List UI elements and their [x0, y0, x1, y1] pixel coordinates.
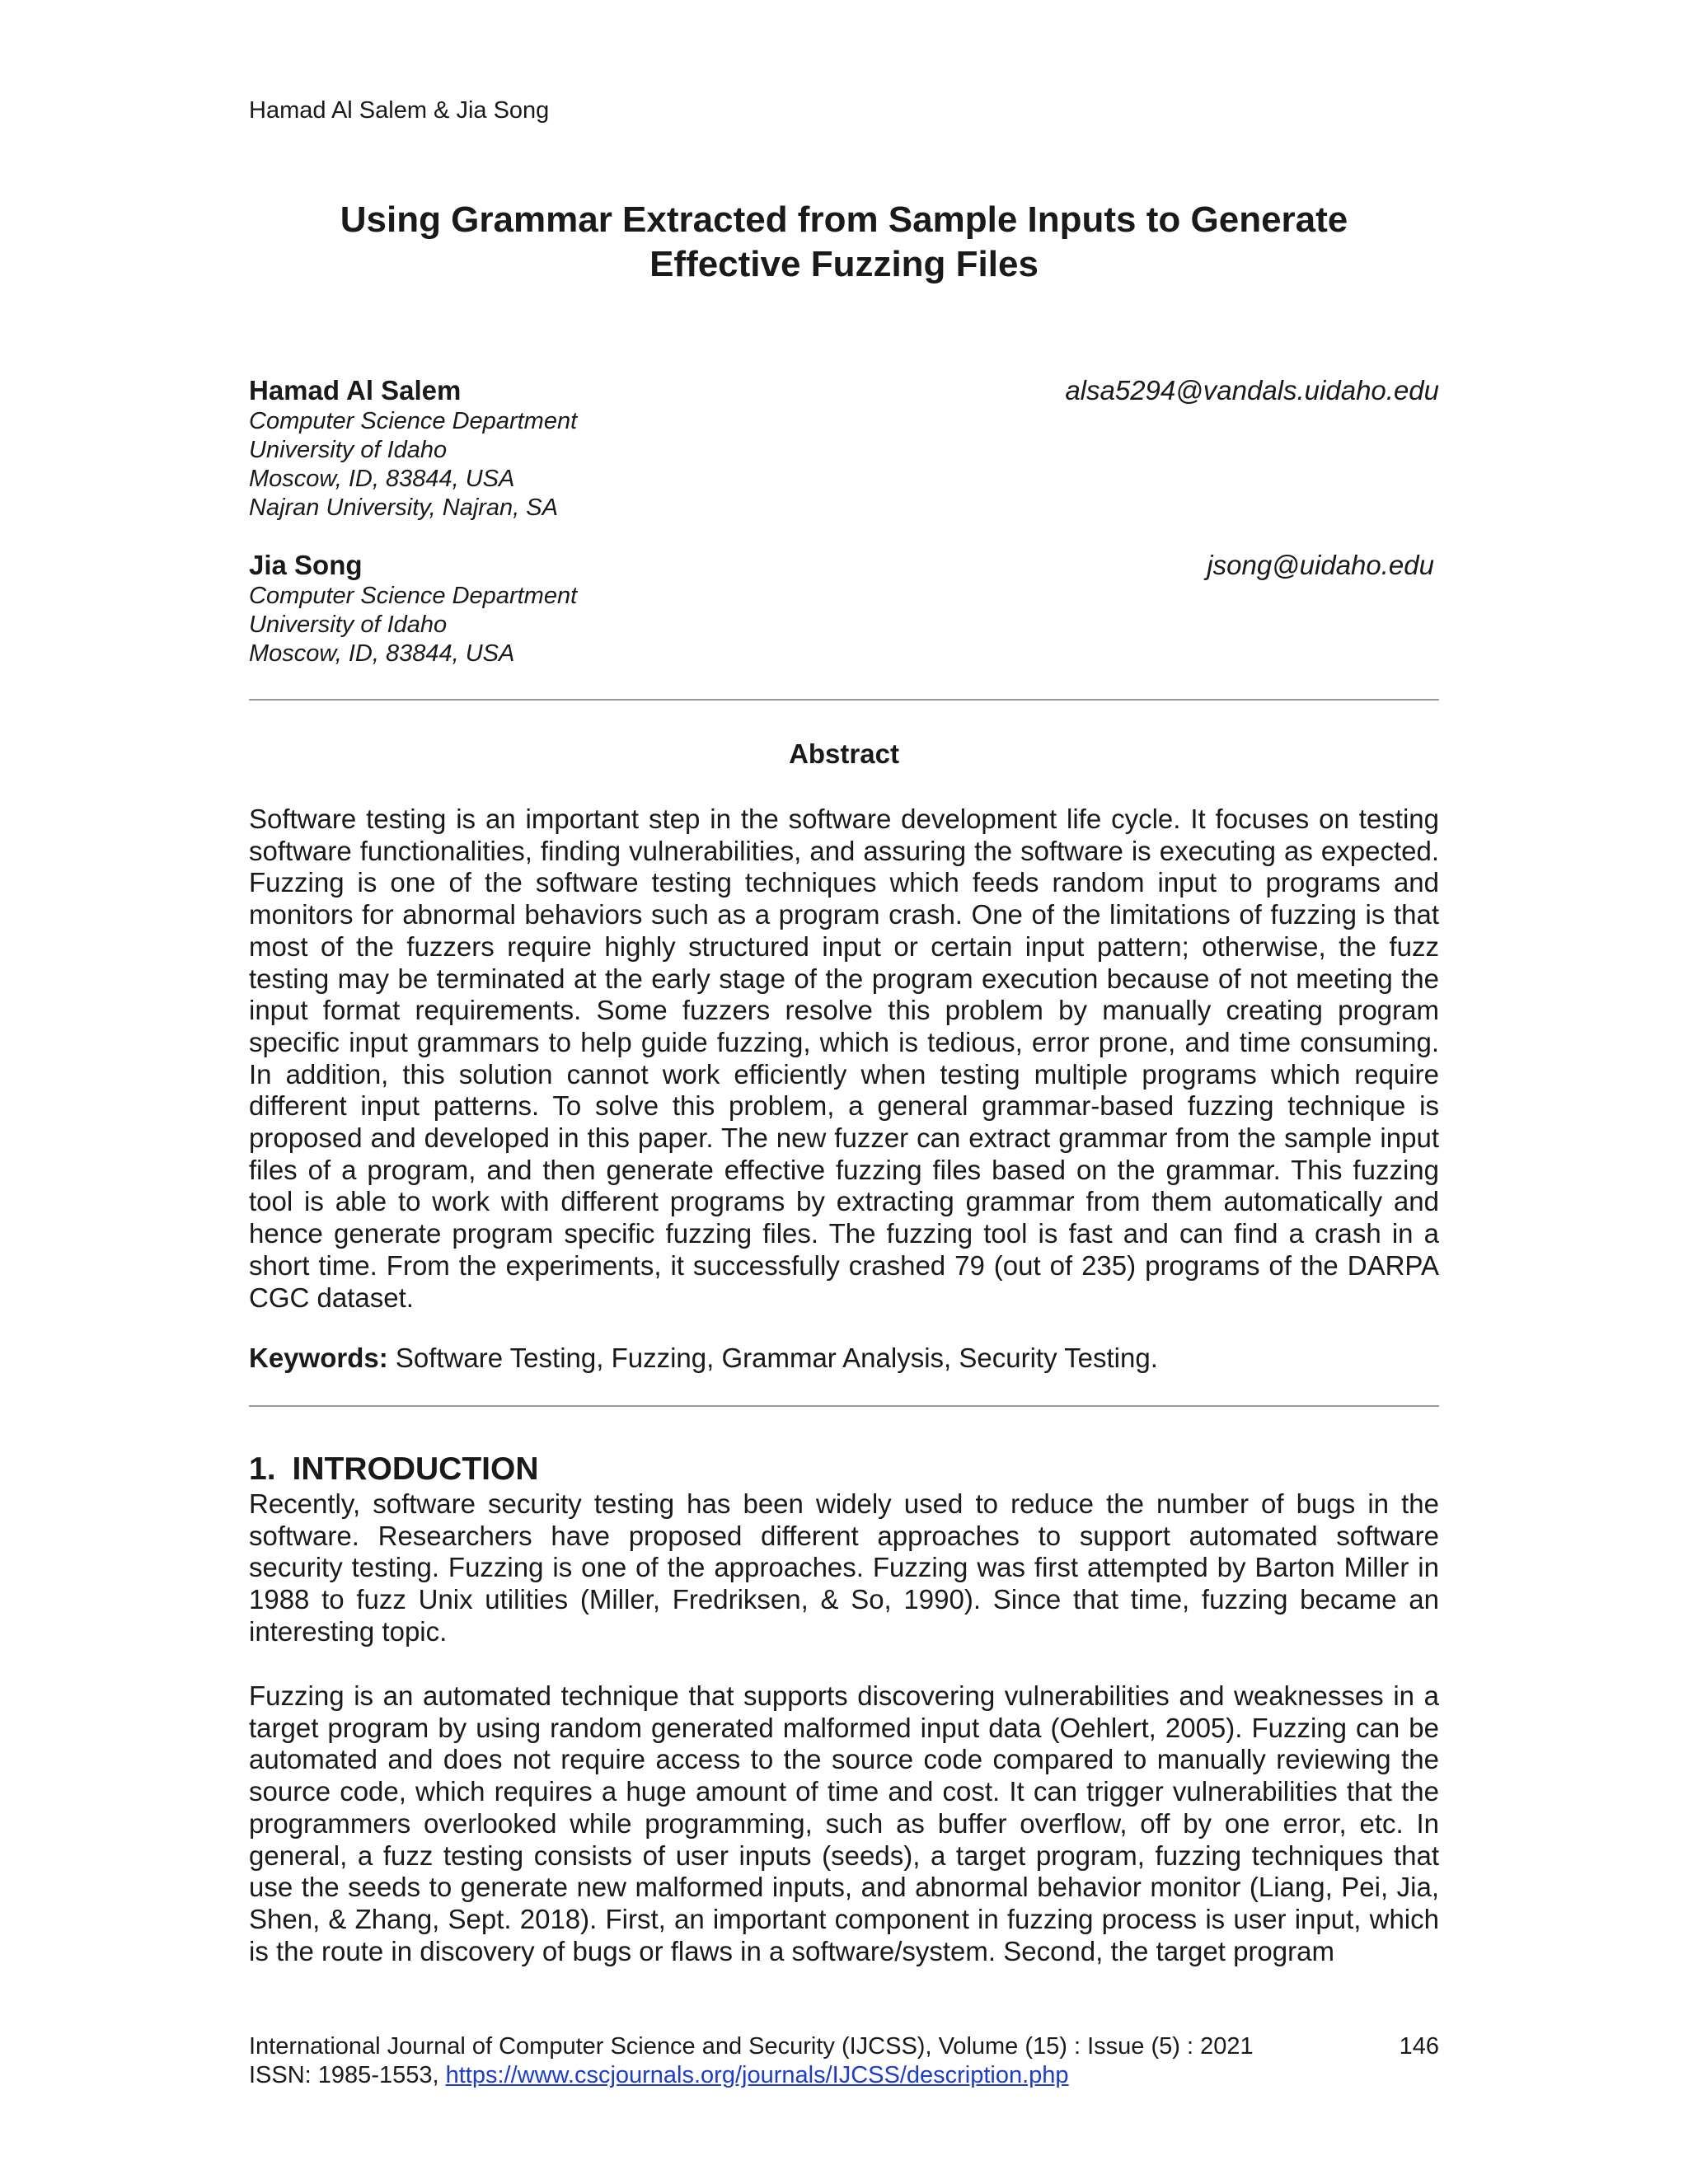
author-affiliation-line: Computer Science Department — [249, 408, 578, 434]
running-header: Hamad Al Salem & Jia Song — [249, 97, 550, 124]
journal-link[interactable]: https://www.cscjournals.org/journals/IJCSS/description.php — [445, 2062, 1069, 2088]
author-affiliation-line: Computer Science Department — [249, 583, 578, 609]
keywords-label: Keywords: — [249, 1343, 388, 1373]
keywords — [249, 1343, 1439, 1374]
page-footer — [249, 2032, 1439, 2090]
footer-issn-line — [249, 2061, 1439, 2090]
body-paragraph: Recently, software security testing has been widely used to reduce the number of bugs in the software. Researchers have proposed different approaches to support automated software security testing. Fuzzing is one of the approaches. Fuzzing was first attempted by Barton Miller in 1988 to fuzz Unix utilities (Miller, Fredriksen, & So, 1990). Since that time, fuzzing became an interesting topic. — [249, 1488, 1439, 1647]
footer-issn: ISSN: 1985-1553, — [249, 2062, 446, 2088]
author-email: alsa5294@vandals.uidaho.edu — [1065, 375, 1439, 405]
page-number: 146 — [1399, 2033, 1439, 2060]
keywords-text: Software Testing, Fuzzing, Grammar Analysis, Security Testing. — [387, 1343, 1158, 1373]
paper-title-line-2: Effective Fuzzing Files — [649, 244, 1039, 284]
author-affiliation-line: University of Idaho — [249, 612, 448, 638]
abstract-text: Software testing is an important step in the software development life cycle. It focuses on testing software functionalities, finding vulnerabilities, and assuring the software is executing as expected. Fuzzing is one of the software testing techniques which feeds random input to programs and monitors for abnormal behaviors such as a program crash. One of the limitations of fuzzing is that most of the fuzzers require highly structured input or certain input pattern; otherwise, the fuzz testing may be terminated at the early stage of the program execution because of not meeting the input format requirements. Some fuzzers resolve this problem by manually creating program specific input grammars to help guide fuzzing, which is tedious, error prone, and time consuming. In addition, this solution cannot work efficiently when testing multiple programs which require different input patterns. To solve this problem, a general grammar-based fuzzing technique is proposed and developed in this paper. The new fuzzer can extract grammar from the sample input files of a program, and then generate effective fuzzing files based on the grammar. This fuzzing tool is able to work with different programs by extracting grammar from them automatically and hence generate program specific fuzzing files. The fuzzing tool is fast and can find a crash in a short time. From the experiments, it successfully crashed 79 (out of 235) programs of the DARPA CGC dataset. — [249, 804, 1439, 1313]
divider-rule — [249, 1405, 1439, 1407]
author-block-1 — [249, 374, 1439, 523]
section-number: 1. — [249, 1451, 276, 1487]
abstract-heading: Abstract — [789, 738, 899, 769]
author-name: Jia Song — [249, 550, 363, 580]
section-title: INTRODUCTION — [292, 1451, 539, 1487]
paper-title — [249, 198, 1439, 287]
author-block-2 — [249, 549, 1439, 668]
paper-title-line-1: Using Grammar Extracted from Sample Inputs to Generate — [340, 199, 1348, 240]
body-paragraph: Fuzzing is an automated technique that supports discovering vulnerabilities and weaknesses in a target program by using random generated malformed input data (Oehlert, 2005). Fuzzing can be automated and does not require access to the source code compared to manually reviewing the source code, which requires a huge amount of time and cost. It can trigger vulnerabilities that the programmers overlooked while programming, such as buffer overflow, off by one error, etc. In general, a fuzz testing consists of user inputs (seeds), a target program, fuzzing techniques that use the seeds to generate new malformed inputs, and abnormal behavior monitor (Liang, Pei, Jia, Shen, & Zhang, Sept. 2018). First, an important component in fuzzing process is user input, which is the route in discovery of bugs or flaws in a software/system. Second, the target program — [249, 1680, 1439, 1966]
divider-rule — [249, 699, 1439, 701]
footer-journal: International Journal of Computer Science and Security (IJCSS), Volume (15) : Issue (5) : 2021 — [249, 2033, 1254, 2060]
author-affiliation-line: University of Idaho — [249, 437, 448, 463]
author-email: jsong@uidaho.edu — [1207, 550, 1434, 580]
author-affiliation-line: Najran University, Najran, SA — [249, 494, 558, 521]
author-name: Hamad Al Salem — [249, 375, 462, 405]
section-heading — [249, 1451, 539, 1488]
author-affiliation-line: Moscow, ID, 83844, USA — [249, 640, 515, 667]
author-affiliation-line: Moscow, ID, 83844, USA — [249, 466, 515, 492]
